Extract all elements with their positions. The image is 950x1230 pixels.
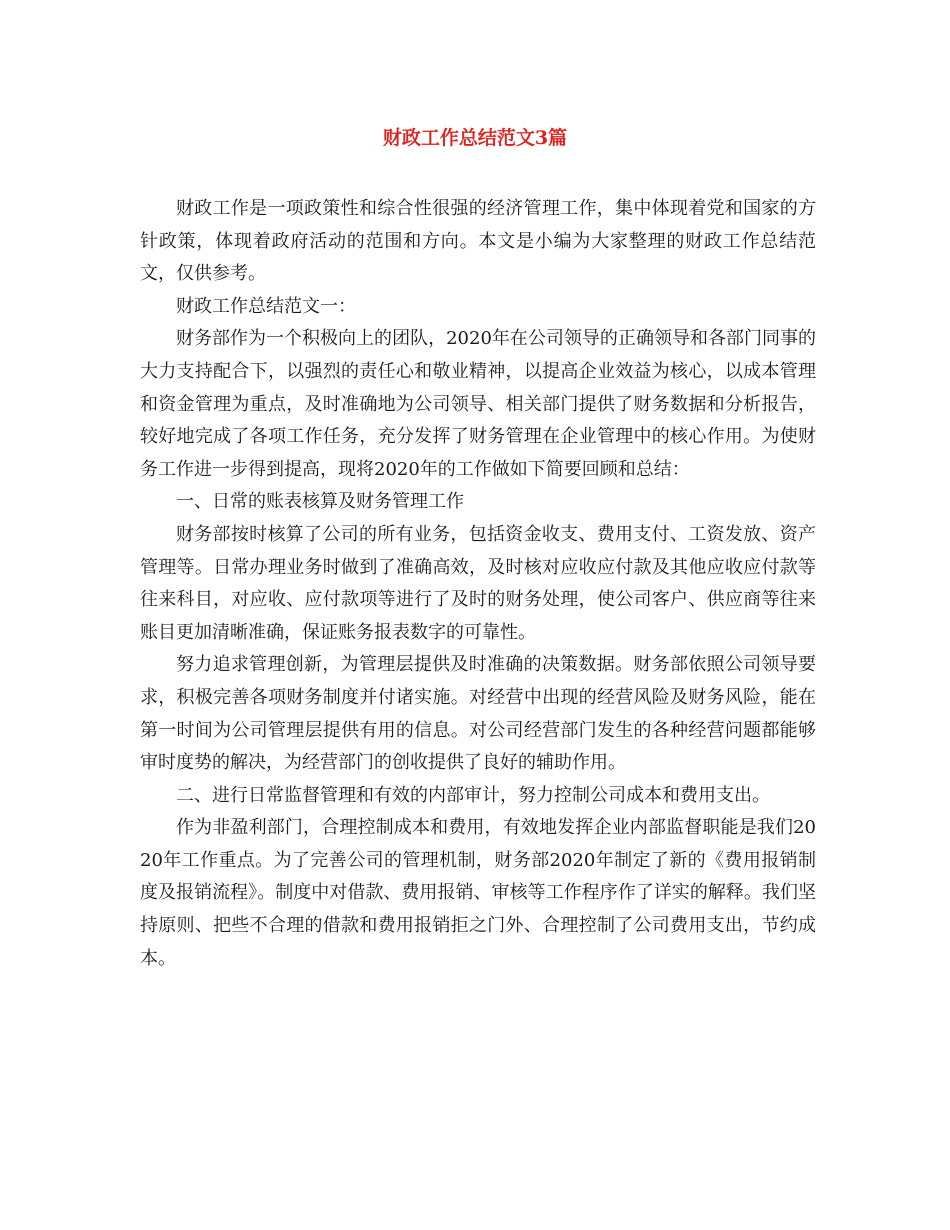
paragraph-subheading: 二、进行日常监督管理和有效的内部审计，努力控制公司成本和费用支出。 [176, 784, 770, 806]
paragraph: 作为非盈利部门，合理控制成本和费用，有效地发挥企业内部监督职能是我们2020年工作重点。为了完善公司的管理机制，财务部2020年制定了新的《费用报销制度及报销流程》。制度中对借款、费用报销、审核等工作程序作了详实的解释。我们坚持原则、把些不合理的借款和费用报销拒之门外、合理控制了公司费用支出，节约成本。 [140, 817, 816, 969]
document-title: 财政工作总结范文3篇 [382, 127, 568, 149]
paragraph-subheading: 一、日常的账表核算及财务管理工作 [176, 491, 464, 513]
paragraph: 财务部按时核算了公司的所有业务，包括资金收支、费用支付、工资发放、资产管理等。日常办理业务时做到了准确高效，及时核对应收应付款及其他应收应付款等往来科目，对应收、应付款项等进行了及时的财务处理，使公司客户、供应商等往来账目更加清晰准确，保证账务报表数字的可靠性。 [140, 523, 816, 643]
paragraph: 努力追求管理创新，为管理层提供及时准确的决策数据。财务部依照公司领导要求，积极完善各项财务制度并付诸实施。对经营中出现的经营风险及财务风险，能在第一时间为公司管理层提供有用的信息。对公司经营部门发生的各种经营问题都能够审时度势的解决，为经营部门的创收提供了良好的辅助作用。 [140, 654, 816, 774]
paragraph-intro: 财政工作是一项政策性和综合性很强的经济管理工作，集中体现着党和国家的方针政策，体现着政府活动的范围和方向。本文是小编为大家整理的财政工作总结范文，仅供参考。 [140, 198, 816, 285]
paragraph-section-heading: 财政工作总结范文一： [176, 295, 356, 317]
paragraph: 财务部作为一个积极向上的团队，2020年在公司领导的正确领导和各部门同事的大力支持配合下，以强烈的责任心和敬业精神，以提高企业效益为核心，以成本管理和资金管理为重点，及时准确地为公司领导、相关部门提供了财务数据和分析报告，较好地完成了各项工作任务，充分发挥了财务管理在企业管理中的核心作用。为使财务工作进一步得到提高，现将2020年的工作做如下简要回顾和总结： [140, 328, 816, 480]
document-body [140, 193, 816, 975]
